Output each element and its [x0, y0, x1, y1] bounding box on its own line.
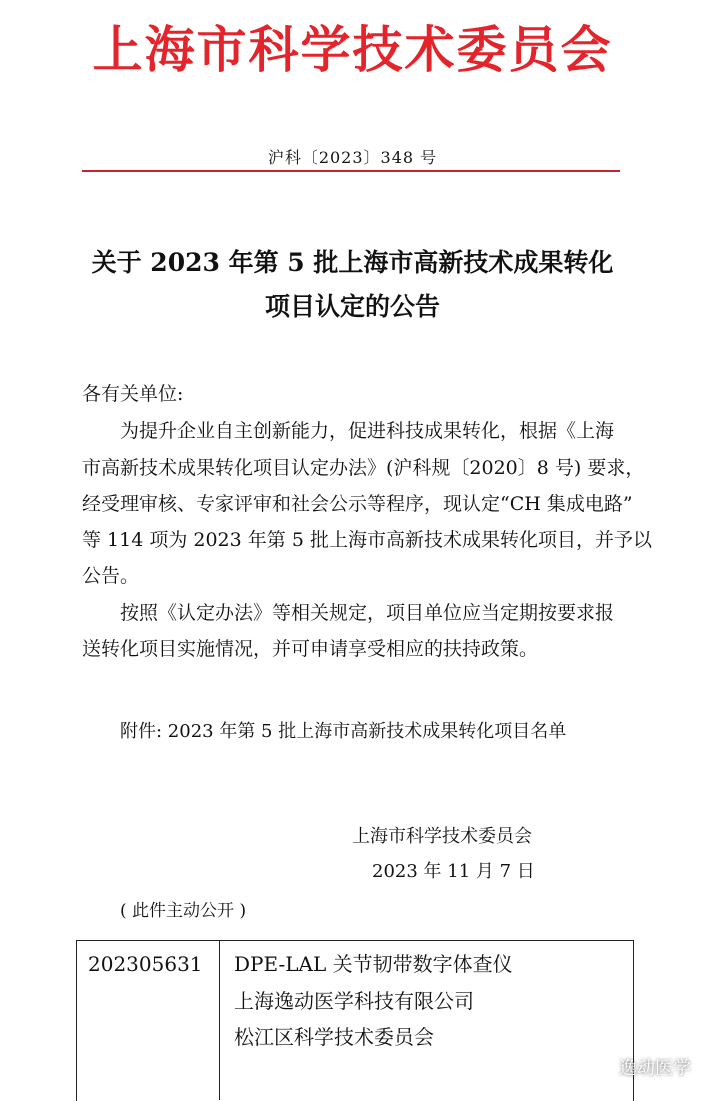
paragraph-1-line-2: 市高新技术成果转化项目认定办法》(沪科规〔2020〕8 号) 要求，	[82, 457, 645, 479]
public-disclosure-note: ( 此件主动公开 )	[120, 901, 247, 921]
paragraph-1-line-5: 公告。	[82, 565, 140, 587]
salutation: 各有关单位:	[82, 383, 184, 405]
issuing-organization: 上海市科学技术委员会	[352, 826, 532, 847]
project-name-cell: DPE-LAL 关节韧带数字体查仪	[234, 952, 513, 976]
paragraph-2-line-1: 按照《认定办法》等相关规定，项目单位应当定期按要求报	[120, 602, 615, 624]
watermark-text: 逸动医学	[619, 1058, 691, 1079]
document-number: 沪科〔2023〕348 号	[267, 148, 438, 167]
paragraph-1-line-1: 为提升企业自主创新能力，促进科技成果转化，根据《上海	[120, 420, 615, 442]
wechat-watermark	[587, 1054, 691, 1080]
table-column-divider	[219, 940, 220, 1100]
district-office-cell: 松江区科学技术委员会	[234, 1025, 434, 1049]
red-divider-line	[82, 170, 620, 172]
attachment-note: 附件: 2023 年第 5 批上海市高新技术成果转化项目名单	[120, 721, 567, 742]
issue-date: 2023 年 11 月 7 日	[372, 861, 535, 882]
company-name-cell: 上海逸动医学科技有限公司	[234, 989, 474, 1013]
letterhead-title: 上海市科学技术委员会	[92, 20, 613, 79]
announcement-title-line-1: 关于 2023 年第 5 批上海市高新技术成果转化	[91, 248, 614, 277]
paragraph-1-line-3: 经受理审核、专家评审和社会公示等程序，现认定“CH 集成电路”	[82, 493, 633, 515]
wechat-icon	[587, 1057, 613, 1077]
paragraph-1-line-4: 等 114 项为 2023 年第 5 批上海市高新技术成果转化项目，并予以	[82, 529, 652, 551]
paragraph-2-line-2: 送转化项目实施情况，并可申请享受相应的扶持政策。	[82, 638, 539, 660]
announcement-title-line-2: 项目认定的公告	[264, 292, 440, 321]
project-code-cell: 202305631	[88, 952, 203, 976]
